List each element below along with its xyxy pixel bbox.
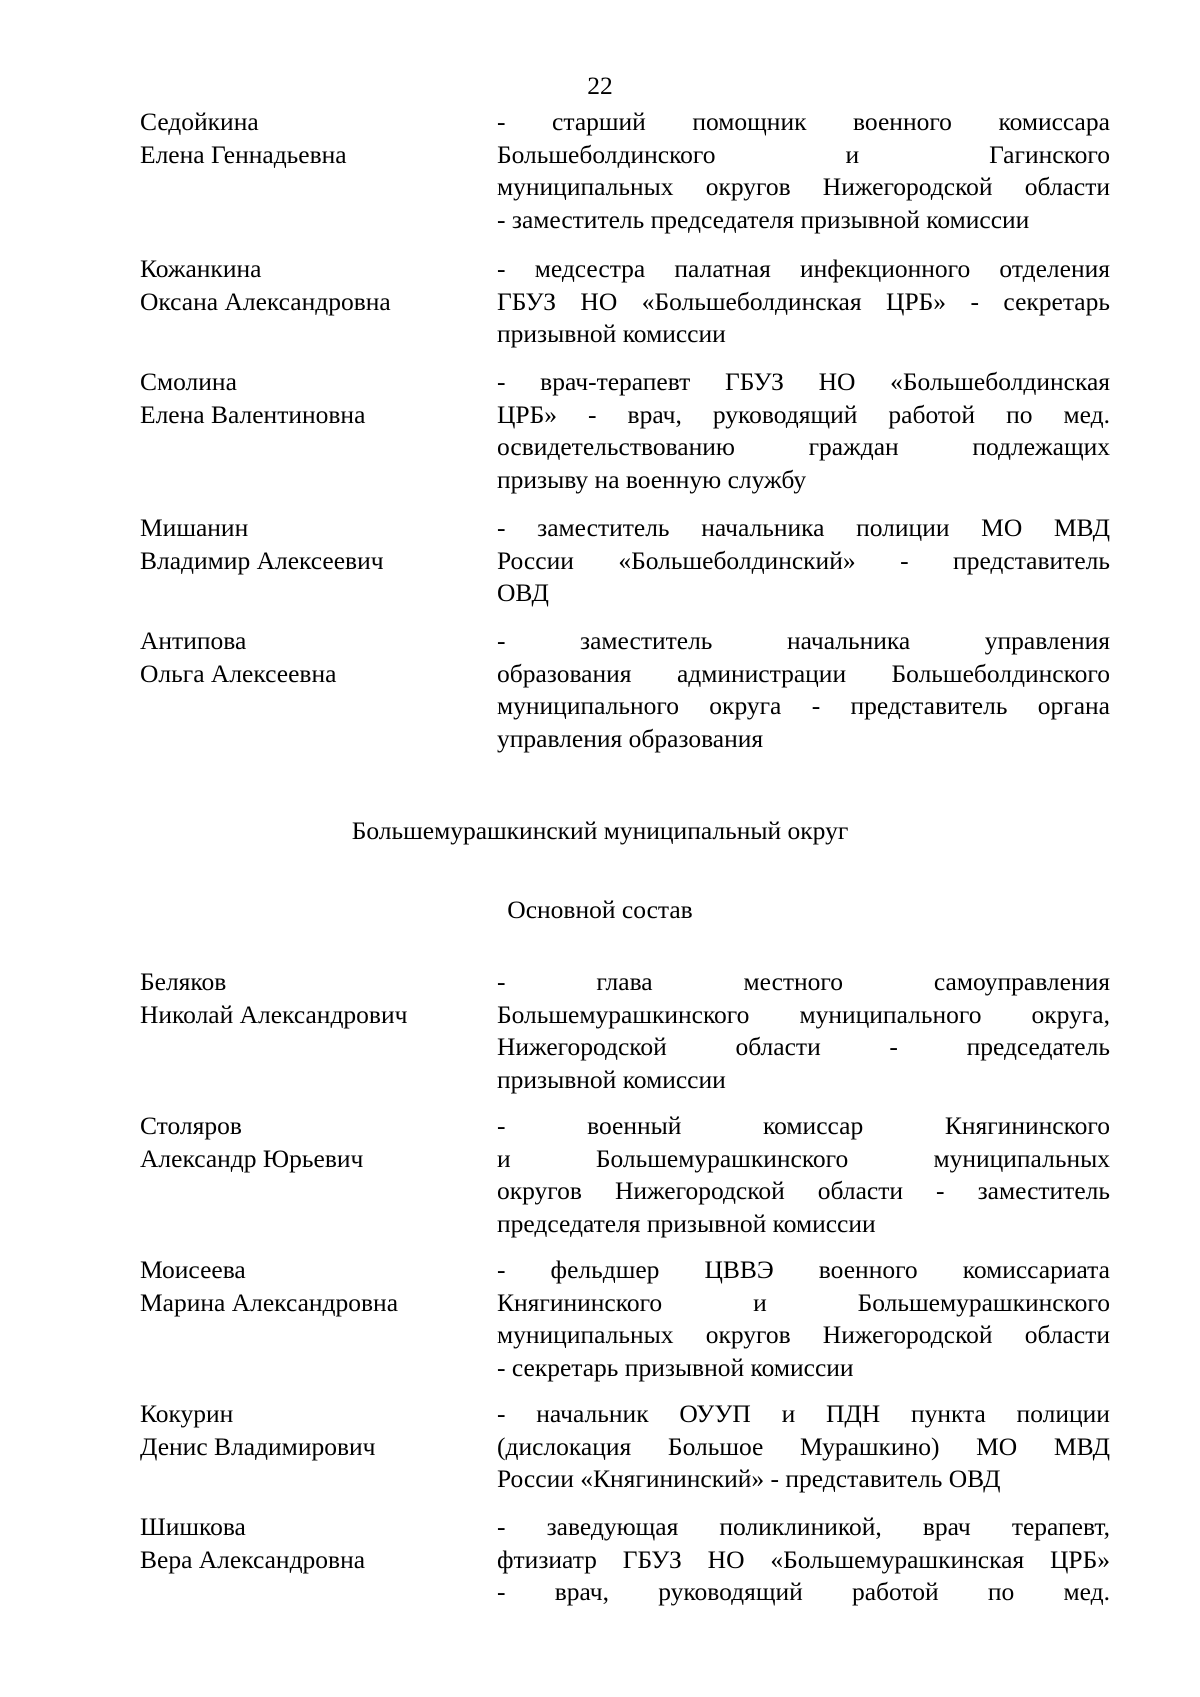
role-line: Княгининского и Большемурашкинского	[497, 1287, 1110, 1317]
role-line: муниципального округа - представитель органа	[497, 691, 1110, 720]
member-given-names: Денис Владимирович	[140, 1431, 376, 1461]
member-role	[497, 625, 1110, 755]
member-name	[140, 1254, 480, 1319]
member-role	[497, 512, 1110, 610]
member-name	[140, 106, 480, 171]
role-line: Большеболдинского и Гагинского	[497, 139, 1110, 169]
member-role	[497, 1254, 1110, 1384]
role-line: округов Нижегородской области - заместитель	[497, 1176, 1110, 1205]
member-given-names: Ольга Алексеевна	[140, 658, 337, 688]
member-given-names: Николай Александрович	[140, 999, 408, 1029]
role-line: России «Большеболдинский» - представитель	[497, 545, 1110, 575]
role-line: призывной комиссии	[497, 1064, 726, 1094]
member-surname: Беляков	[140, 967, 227, 996]
role-line: управления образования	[497, 723, 764, 753]
member-name	[140, 1511, 480, 1576]
member-name	[140, 966, 480, 1031]
member-name	[140, 366, 480, 431]
role-line: (дислокация Большое Мурашкино) МО МВД	[497, 1431, 1110, 1461]
member-given-names: Александр Юрьевич	[140, 1143, 364, 1173]
role-line: - заместитель начальника управления	[497, 626, 1110, 655]
role-line: - заведующая поликлиникой, врач терапевт,	[497, 1512, 1110, 1541]
member-given-names: Оксана Александровна	[140, 286, 391, 316]
role-line: - старший помощник военного комиссара	[497, 107, 1110, 136]
member-role	[497, 1398, 1110, 1496]
role-line: призывной комиссии	[497, 319, 726, 348]
member-role	[497, 253, 1110, 351]
role-line: призыву на военную службу	[497, 464, 807, 494]
member-surname: Моисеева	[140, 1255, 246, 1284]
role-line: - фельдшер ЦВВЭ военного комиссариата	[497, 1255, 1110, 1284]
member-name	[140, 1110, 480, 1175]
role-line: - заместитель начальника полиции МО МВД	[497, 513, 1110, 542]
role-line: - глава местного самоуправления	[497, 967, 1110, 996]
role-line: - медсестра палатная инфекционного отделения	[497, 254, 1110, 283]
member-given-names: Марина Александровна	[140, 1287, 399, 1317]
member-name	[140, 625, 480, 690]
member-surname: Смолина	[140, 367, 237, 396]
role-line: и Большемурашкинского муниципальных	[497, 1143, 1110, 1173]
member-surname: Кожанкина	[140, 254, 262, 283]
role-line: - секретарь призывной комиссии	[497, 1352, 854, 1382]
role-line: председателя призывной комиссии	[497, 1208, 876, 1238]
role-line: ЦРБ» - врач, руководящий работой по мед.	[497, 399, 1110, 429]
role-line: муниципальных округов Нижегородской области	[497, 172, 1110, 201]
member-name	[140, 512, 480, 577]
role-line: образования администрации Большеболдинского	[497, 658, 1110, 688]
role-line: Нижегородской области - председатель	[497, 1032, 1110, 1061]
member-role	[497, 106, 1110, 236]
district-heading: Большемурашкинский муниципальный округ	[351, 816, 849, 845]
role-line: ОВД	[497, 578, 549, 607]
composition-heading: Основной состав	[507, 895, 693, 924]
member-surname: Седойкина	[140, 107, 259, 136]
member-given-names: Вера Александровна	[140, 1544, 366, 1574]
role-line: - заместитель председателя призывной комиссии	[497, 204, 1030, 234]
role-line: фтизиатр ГБУЗ НО «Большемурашкинская ЦРБ»	[497, 1544, 1110, 1574]
role-line: России «Княгининский» - представитель ОВД	[497, 1464, 1001, 1493]
member-given-names: Владимир Алексеевич	[140, 545, 384, 575]
role-line: - военный комиссар Княгининского	[497, 1111, 1110, 1140]
member-given-names: Елена Валентиновна	[140, 399, 366, 429]
role-line: - врач-терапевт ГБУЗ НО «Большеболдинская	[497, 367, 1110, 396]
role-line: муниципальных округов Нижегородской области	[497, 1320, 1110, 1349]
member-surname: Столяров	[140, 1111, 242, 1140]
member-role	[497, 366, 1110, 496]
role-line: - врач, руководящий работой по мед.	[497, 1577, 1110, 1606]
member-name	[140, 253, 480, 318]
member-surname: Кокурин	[140, 1399, 234, 1428]
role-line: ГБУЗ НО «Большеболдинская ЦРБ» - секретарь	[497, 286, 1110, 316]
member-role	[497, 1511, 1110, 1609]
member-given-names: Елена Геннадьевна	[140, 139, 347, 169]
role-line: освидетельствованию граждан подлежащих	[497, 432, 1110, 461]
member-role	[497, 1110, 1110, 1240]
member-surname: Мишанин	[140, 513, 249, 542]
role-line: - начальник ОУУП и ПДН пункта полиции	[497, 1399, 1110, 1428]
member-name	[140, 1398, 480, 1463]
page-number: 22	[587, 71, 613, 100]
role-line: Большемурашкинского муниципального округа,	[497, 999, 1110, 1029]
member-surname: Шишкова	[140, 1512, 246, 1541]
member-role	[497, 966, 1110, 1096]
member-surname: Антипова	[140, 626, 247, 655]
